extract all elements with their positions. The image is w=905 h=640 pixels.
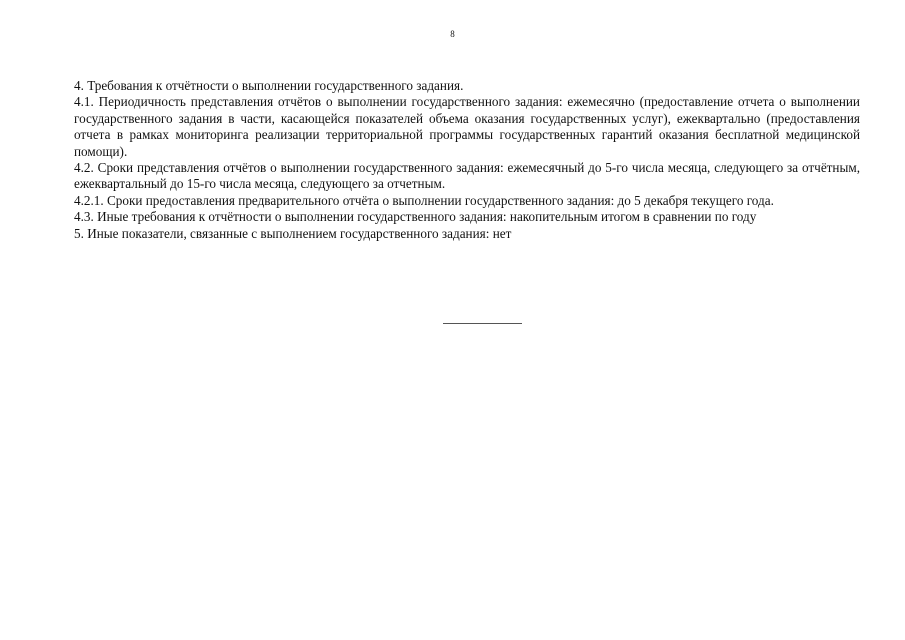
paragraph-4-1: 4.1. Периодичность представления отчётов о выполнении государственного задания: ежемесячно (предоставление отчета о выполнении государственного задания в части, касающейся показателей объема оказания государственных услуг), ежеквартально (предоставления отчета в рамках мониторинга реализации территориальной программы государственных гарантий оказания бесплатной медицинской помощи).	[74, 94, 860, 159]
end-separator-line	[443, 323, 522, 324]
section-5: 5. Иные показатели, связанные с выполнением государственного задания: нет	[74, 225, 512, 241]
page-number: 8	[450, 29, 455, 39]
paragraph-4-3: 4.3. Иные требования к отчётности о выполнении государственного задания: накопительным итогом в сравнении по году	[74, 209, 757, 225]
document-body	[74, 78, 860, 242]
paragraph-4-2: 4.2. Сроки представления отчётов о выполнении государственного задания: ежемесячный до 5-го числа месяца, следующего за отчётным, ежеквартальный до 15-го числа месяца, следующего за отчетным.	[74, 160, 860, 192]
section-4-heading: 4. Требования к отчётности о выполнении государственного задания.	[74, 78, 464, 93]
paragraph-4-2-1: 4.2.1. Сроки предоставления предварительного отчёта о выполнении государственного задания: до 5 декабря текущего года.	[74, 192, 774, 208]
